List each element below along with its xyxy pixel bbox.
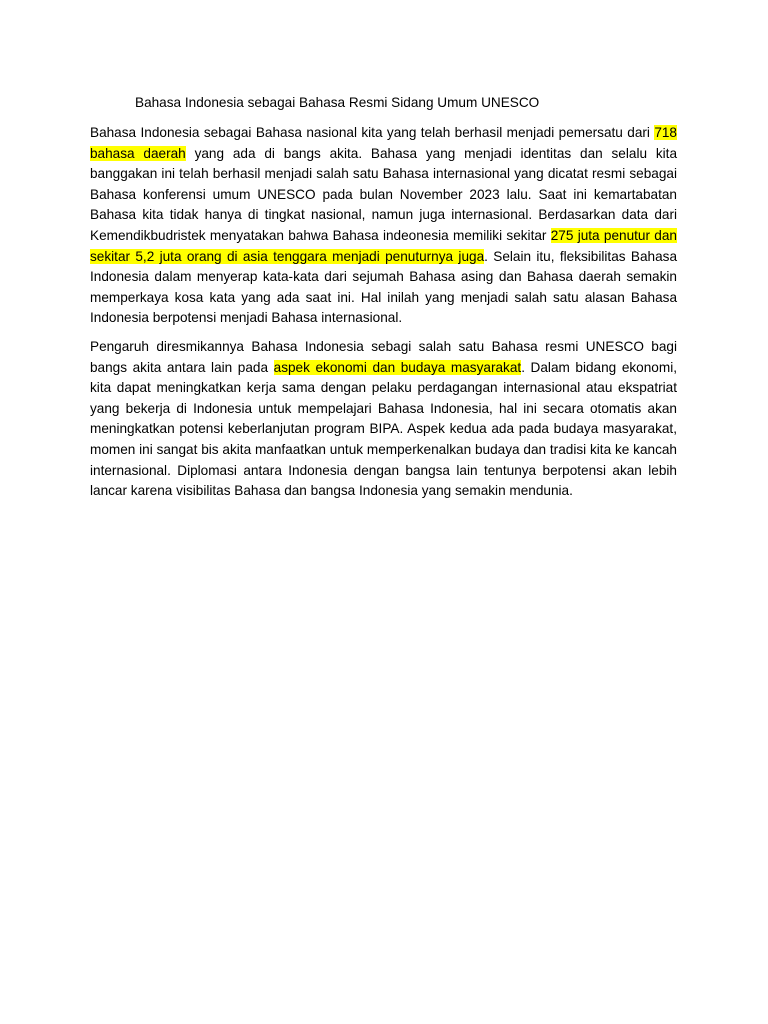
- paragraph-1-text-2: yang ada di bangs akita. Bahasa yang menjadi identitas dan selalu kita banggakan ini telah berhasil menjadi salah satu Bahasa internasional yang dicatat resmi sebagai Bahasa konferensi umum UNESCO pada bulan November 2023 lalu. Saat ini kemartabatan Bahasa kita tidak hanya di tingkat nasional, namun juga internasional. Berdasarkan data dari Kemendikbudristek menyatakan bahwa Bahasa indeonesia memiliki sekitar: [90, 145, 677, 243]
- paragraph-2: [90, 337, 677, 502]
- paragraph-2-text-1: Pengaruh diresmikannya Bahasa Indonesia sebagi salah satu Bahasa resmi UNESCO bagi bangs akita antara lain pada: [90, 339, 677, 375]
- highlight-275-juta-penutur: 275 juta penutur dan sekitar 5,2 juta orang di asia tenggara menjadi penuturnya juga: [90, 227, 677, 264]
- paragraph-1-text-1: Bahasa Indonesia sebagai Bahasa nasional kita yang telah berhasil menjadi pemersatu dari: [90, 125, 655, 140]
- highlight-aspek-ekonomi: aspek ekonomi dan budaya masyarakat: [273, 359, 522, 375]
- paragraph-2-text-2: . Dalam bidang ekonomi, kita dapat meningkatkan kerja sama dengan pelaku perdagangan internasional atau ekspatriat yang bekerja di Indonesia untuk mempelajari Bahasa Indonesia, hal ini secara otomatis akan meningkatkan potensi keberlanjutan program BIPA. Aspek kedua ada pada budaya masyarakat, momen ini sangat bis akita manfaatkan untuk memperkenalkan budaya dan tradisi kita ke kancah internasional. Diplomasi antara Indonesia dengan bangsa lain tentunya berpotensi akan lebih lancar karena visibilitas Bahasa dan bangsa Indonesia yang semakin mendunia.: [90, 359, 677, 499]
- paragraph-1: [90, 123, 677, 329]
- paragraph-1-text-3: . Selain itu, fleksibilitas Bahasa Indonesia dalam menyerap kata-kata dari sejumah Bahasa asing dan Bahasa daerah semakin memperkaya kosa kata yang ada saat ini. Hal inilah yang menjadi salah satu alasan Bahasa Indonesia berpotensi menjadi Bahasa internasional.: [90, 248, 678, 326]
- highlight-718-bahasa-daerah: 718 bahasa daerah: [90, 125, 677, 161]
- document-title: Bahasa Indonesia sebagai Bahasa Resmi Sidang Umum UNESCO: [135, 95, 540, 110]
